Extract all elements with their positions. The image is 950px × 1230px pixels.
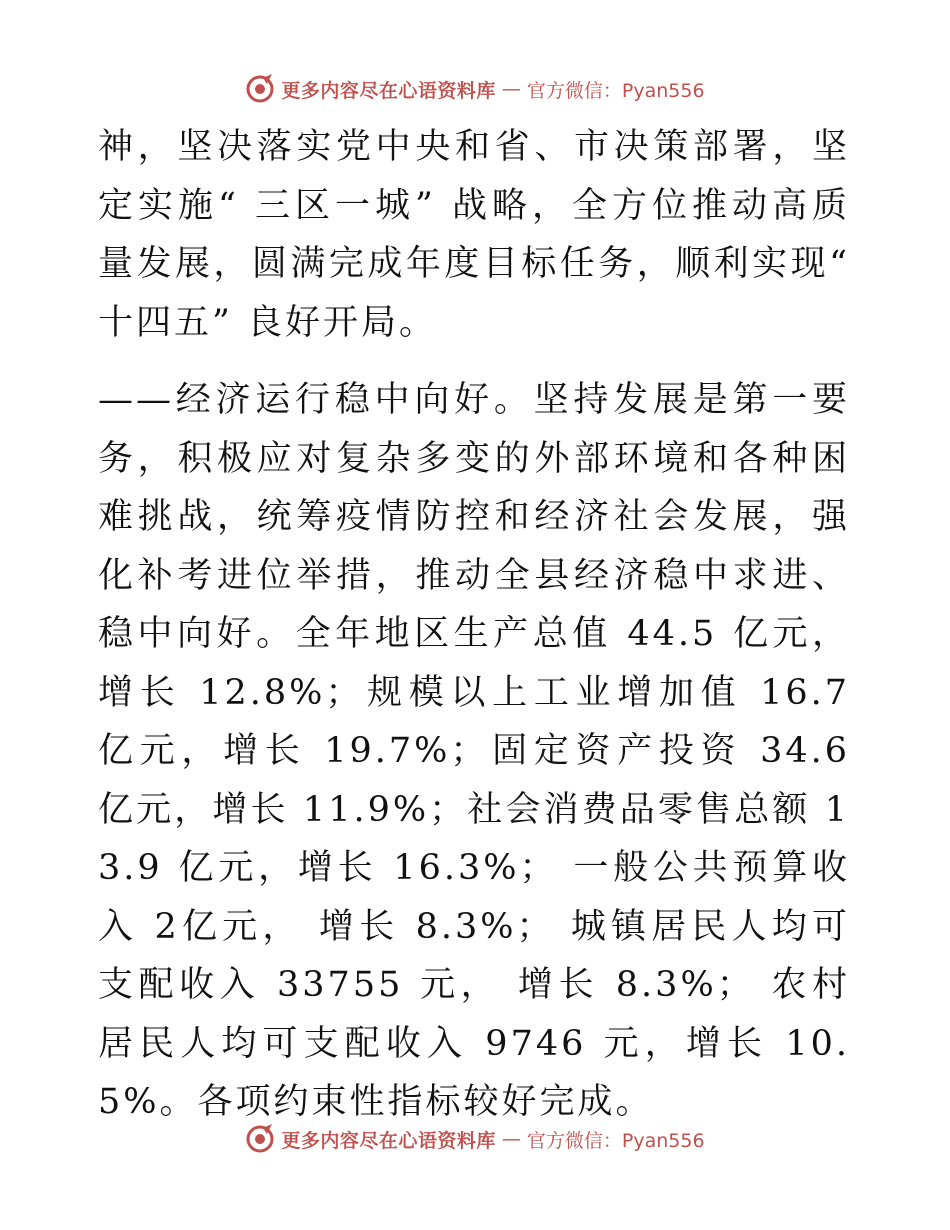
quill-logo-icon (245, 74, 275, 104)
document-body (98, 118, 850, 1132)
paragraph-1: 神，坚决落实党中央和省、市决策部署，坚定实施“ 三区一城” 战略，全方位推动高质量发展，圆满完成年度目标任务，顺利实现“ 十四五” 良好开局。 (98, 127, 850, 343)
watermark-brand: 更多内容尽在心语资料库 (281, 1129, 496, 1152)
quill-logo-icon (245, 1124, 275, 1154)
paragraph-2: ——经济运行稳中向好。坚持发展是第一要务，积极应对复杂多变的外部环境和各种困难挑战，统筹疫情防控和经济社会发展，强化补考进位举措，推动全县经济稳中求进、稳中向好。全年地区生产总值 44.5 亿元，增长 12.8%；规模以上工业增加值 16.7 亿元，增长 19.7%；固定资产投资 34.6 亿元，增长 11.9%；社会消费品零售总额 13.9 亿元，增长 16.3%； 一般公共预算收入 2亿元， 增长 8.3%； 城镇居民人均可支配收入 33755 元， 增长 8.3%； 农村居民人均可支配收入 9746 元，增长 10.5%。各项约束性指标较好完成。 (98, 380, 850, 1122)
watermark-dash: — (501, 78, 521, 100)
watermark-brand: 更多内容尽在心语资料库 (281, 79, 496, 102)
watermark-dash: — (501, 1128, 521, 1150)
watermark-contact: 官方微信：Pyan556 (526, 1129, 705, 1152)
footer-watermark (0, 1124, 950, 1154)
watermark-contact: 官方微信：Pyan556 (526, 79, 705, 102)
header-watermark (0, 74, 950, 104)
